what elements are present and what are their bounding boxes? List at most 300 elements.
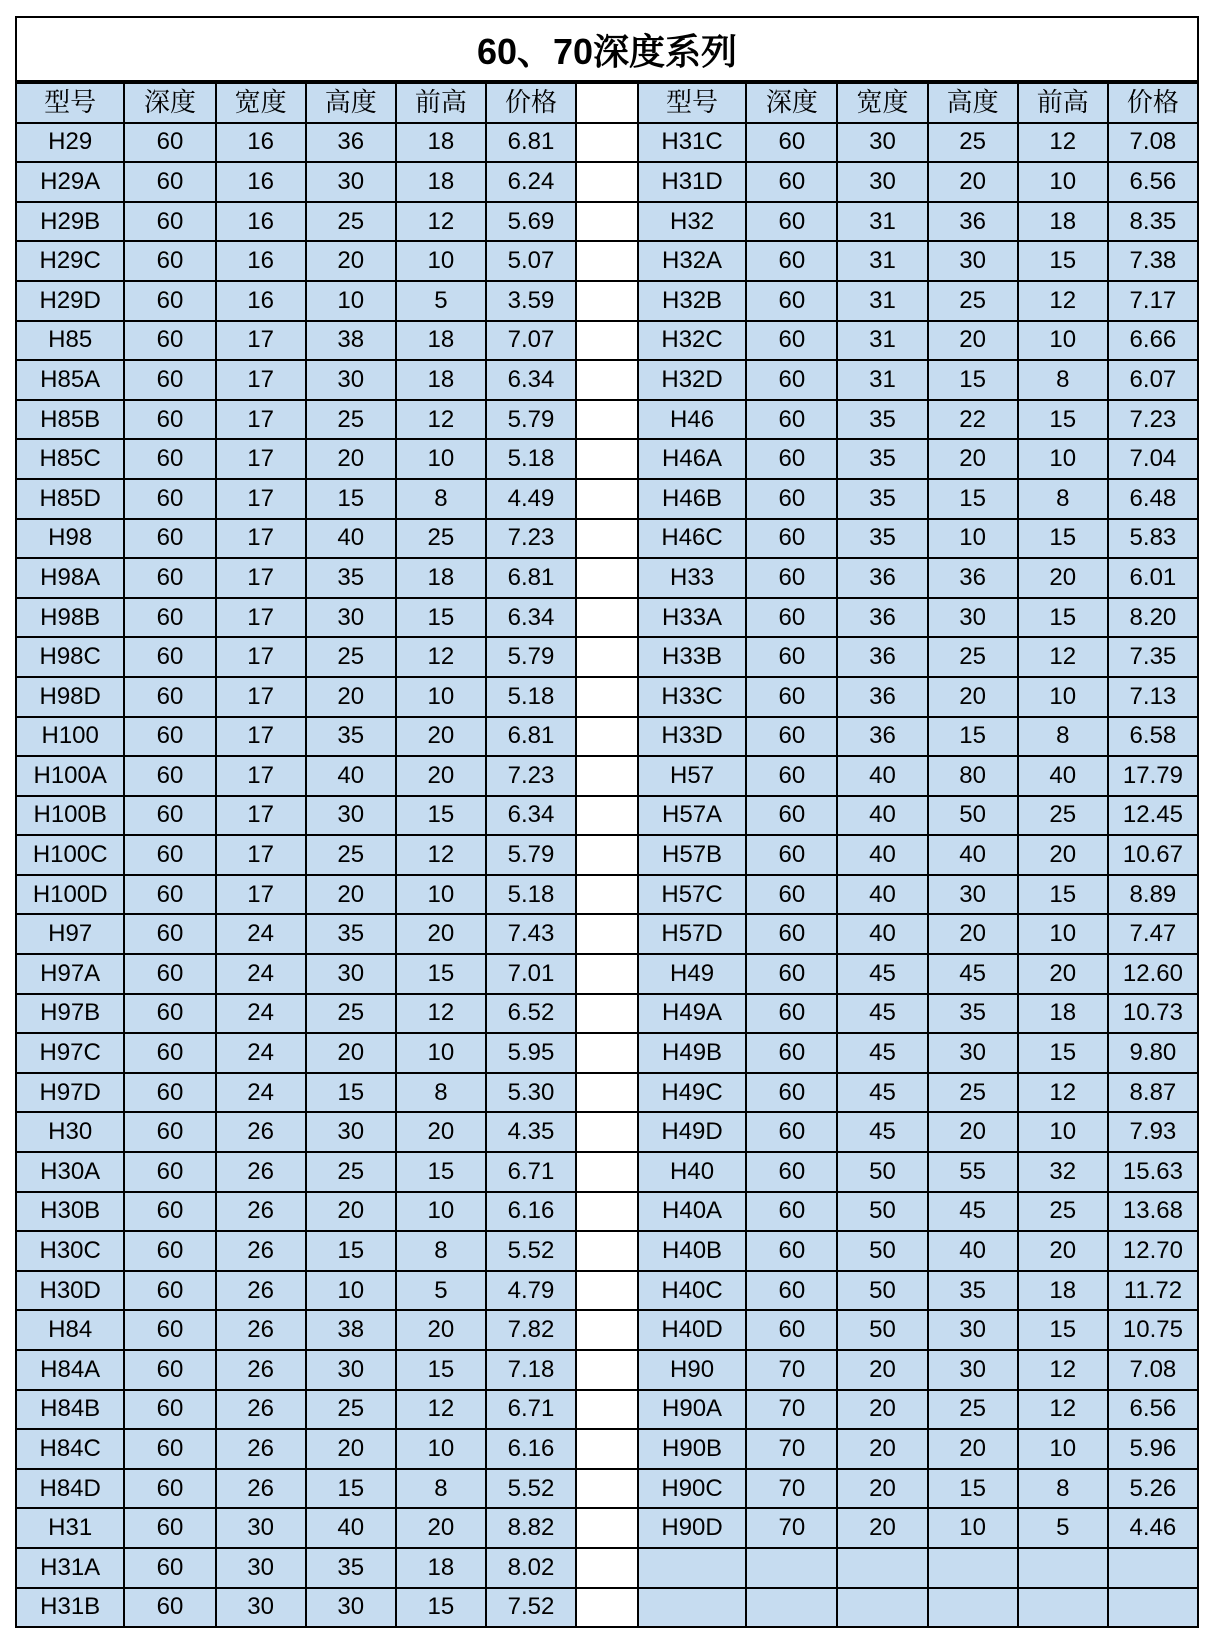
cell-model: H84A [16, 1350, 124, 1390]
cell-depth: 60 [124, 321, 215, 361]
cell-height: 20 [306, 241, 396, 281]
cell-price: 6.71 [486, 1152, 576, 1192]
cell-width: 40 [837, 796, 927, 836]
cell-front-height: 10 [396, 1192, 486, 1232]
cell-price: 7.01 [486, 954, 576, 994]
cell-width: 17 [216, 321, 306, 361]
cell-width: 30 [837, 123, 927, 163]
cell-front-height: 20 [396, 914, 486, 954]
cell-depth: 60 [746, 1271, 837, 1311]
cell-model: H46B [638, 479, 746, 519]
cell-height: 55 [928, 1152, 1018, 1192]
cell-height: 20 [928, 914, 1018, 954]
cell-depth: 60 [746, 162, 837, 202]
cell-depth: 60 [124, 677, 215, 717]
cell-model: H49A [638, 994, 746, 1034]
cell-front-height: 12 [396, 1390, 486, 1430]
cell-front-height: 12 [396, 202, 486, 242]
table-row [16, 360, 1198, 400]
cell-width: 40 [837, 875, 927, 915]
table-row [16, 1429, 1198, 1469]
table-row [16, 1548, 1198, 1588]
table-row [16, 558, 1198, 598]
cell-front-height: 20 [396, 1112, 486, 1152]
cell-model: H40 [638, 1152, 746, 1192]
cell-price: 7.52 [486, 1588, 576, 1628]
cell-front-height: 10 [396, 1033, 486, 1073]
cell-model: H29C [16, 241, 124, 281]
cell-model: H97C [16, 1033, 124, 1073]
cell-price: 7.35 [1108, 637, 1198, 677]
cell-model: H31A [16, 1548, 124, 1588]
cell-width: 50 [837, 1310, 927, 1350]
cell-model: H30D [16, 1271, 124, 1311]
cell-height: 20 [928, 1429, 1018, 1469]
cell-height: 50 [928, 796, 1018, 836]
cell-width: 40 [837, 835, 927, 875]
cell-height: 30 [928, 1033, 1018, 1073]
table-row [16, 162, 1198, 202]
cell-depth: 60 [746, 123, 837, 163]
cell-front-height: 20 [396, 756, 486, 796]
column-gap [576, 360, 638, 400]
cell-width: 35 [837, 400, 927, 440]
cell-front-height: 40 [1018, 756, 1108, 796]
cell-model: H33D [638, 717, 746, 757]
table-row [16, 1033, 1198, 1073]
cell-price: 6.66 [1108, 321, 1198, 361]
cell-depth: 60 [746, 439, 837, 479]
table-row [16, 1271, 1198, 1311]
cell-height: 36 [928, 202, 1018, 242]
cell-front-height: 12 [1018, 123, 1108, 163]
cell-depth: 60 [746, 400, 837, 440]
cell-width: 24 [216, 1033, 306, 1073]
table-row [16, 1469, 1198, 1509]
cell-width: 31 [837, 281, 927, 321]
cell-front-height: 10 [1018, 1112, 1108, 1152]
cell-front-height: 12 [396, 400, 486, 440]
cell-price: 7.18 [486, 1350, 576, 1390]
cell-model: H90A [638, 1390, 746, 1430]
cell-width: 26 [216, 1390, 306, 1430]
cell-price: 5.07 [486, 241, 576, 281]
cell-depth: 60 [124, 1073, 215, 1113]
cell-model: H33B [638, 637, 746, 677]
cell-width: 50 [837, 1231, 927, 1271]
cell-model: H90D [638, 1508, 746, 1548]
cell-model: H100D [16, 875, 124, 915]
cell-model: H97A [16, 954, 124, 994]
empty-cell [1108, 1588, 1198, 1628]
cell-depth: 60 [124, 1112, 215, 1152]
cell-width: 17 [216, 835, 306, 875]
cell-height: 15 [306, 1231, 396, 1271]
cell-model: H98A [16, 558, 124, 598]
table-row [16, 1192, 1198, 1232]
cell-depth: 60 [124, 558, 215, 598]
cell-depth: 60 [124, 1033, 215, 1073]
cell-height: 30 [306, 954, 396, 994]
cell-width: 17 [216, 400, 306, 440]
header-cell-price: 价格 [1108, 83, 1198, 123]
cell-width: 45 [837, 1112, 927, 1152]
cell-price: 7.08 [1108, 1350, 1198, 1390]
cell-front-height: 18 [1018, 1271, 1108, 1311]
cell-price: 8.20 [1108, 598, 1198, 638]
cell-front-height: 25 [1018, 1192, 1108, 1232]
cell-front-height: 18 [396, 123, 486, 163]
cell-depth: 60 [124, 1310, 215, 1350]
empty-cell [1108, 1548, 1198, 1588]
cell-model: H31D [638, 162, 746, 202]
cell-height: 30 [306, 1112, 396, 1152]
cell-front-height: 15 [1018, 1310, 1108, 1350]
cell-price: 6.81 [486, 558, 576, 598]
cell-model: H90B [638, 1429, 746, 1469]
cell-depth: 60 [124, 954, 215, 994]
cell-width: 17 [216, 519, 306, 559]
cell-height: 25 [928, 1390, 1018, 1430]
cell-depth: 60 [746, 994, 837, 1034]
sheet-title: 60、70深度系列 [15, 16, 1199, 82]
cell-model: H33 [638, 558, 746, 598]
cell-width: 50 [837, 1152, 927, 1192]
cell-width: 24 [216, 954, 306, 994]
cell-price: 6.52 [486, 994, 576, 1034]
cell-height: 30 [306, 598, 396, 638]
column-gap [576, 281, 638, 321]
cell-height: 25 [928, 1073, 1018, 1113]
cell-height: 25 [306, 1152, 396, 1192]
cell-price: 6.56 [1108, 162, 1198, 202]
cell-width: 50 [837, 1192, 927, 1232]
cell-front-height: 20 [396, 1310, 486, 1350]
cell-width: 36 [837, 637, 927, 677]
cell-depth: 60 [746, 479, 837, 519]
column-gap [576, 83, 638, 123]
cell-front-height: 12 [1018, 1390, 1108, 1430]
cell-front-height: 15 [396, 1588, 486, 1628]
table-row [16, 994, 1198, 1034]
cell-price: 6.34 [486, 360, 576, 400]
cell-model: H85A [16, 360, 124, 400]
cell-height: 30 [928, 598, 1018, 638]
cell-width: 36 [837, 558, 927, 598]
cell-height: 20 [928, 162, 1018, 202]
cell-model: H31B [16, 1588, 124, 1628]
cell-width: 26 [216, 1152, 306, 1192]
column-gap [576, 796, 638, 836]
cell-front-height: 25 [396, 519, 486, 559]
cell-width: 26 [216, 1112, 306, 1152]
cell-height: 25 [306, 637, 396, 677]
cell-price: 6.81 [486, 123, 576, 163]
cell-width: 17 [216, 875, 306, 915]
column-gap [576, 123, 638, 163]
cell-price: 8.02 [486, 1548, 576, 1588]
header-cell-width: 宽度 [216, 83, 306, 123]
empty-cell [928, 1548, 1018, 1588]
cell-width: 36 [837, 717, 927, 757]
cell-height: 30 [928, 1310, 1018, 1350]
cell-model: H57D [638, 914, 746, 954]
cell-depth: 60 [124, 519, 215, 559]
cell-width: 36 [837, 598, 927, 638]
cell-width: 45 [837, 1033, 927, 1073]
cell-width: 26 [216, 1429, 306, 1469]
cell-height: 25 [306, 835, 396, 875]
table-row [16, 400, 1198, 440]
cell-width: 45 [837, 954, 927, 994]
column-gap [576, 479, 638, 519]
cell-height: 25 [306, 994, 396, 1034]
table-row [16, 1231, 1198, 1271]
cell-width: 31 [837, 321, 927, 361]
price-table [15, 82, 1199, 1628]
column-gap [576, 1073, 638, 1113]
cell-front-height: 12 [396, 637, 486, 677]
cell-height: 35 [306, 717, 396, 757]
cell-depth: 60 [746, 321, 837, 361]
cell-depth: 60 [124, 360, 215, 400]
cell-depth: 60 [746, 1112, 837, 1152]
cell-front-height: 10 [396, 875, 486, 915]
table-row [16, 1152, 1198, 1192]
empty-cell [837, 1548, 927, 1588]
cell-depth: 60 [746, 717, 837, 757]
cell-width: 17 [216, 717, 306, 757]
cell-width: 17 [216, 360, 306, 400]
cell-height: 30 [928, 1350, 1018, 1390]
cell-front-height: 10 [1018, 677, 1108, 717]
cell-price: 5.79 [486, 835, 576, 875]
cell-height: 10 [928, 519, 1018, 559]
header-cell-model: 型号 [638, 83, 746, 123]
cell-height: 15 [306, 479, 396, 519]
cell-price: 6.56 [1108, 1390, 1198, 1430]
cell-width: 35 [837, 479, 927, 519]
column-gap [576, 1271, 638, 1311]
cell-model: H49D [638, 1112, 746, 1152]
cell-width: 20 [837, 1429, 927, 1469]
cell-width: 20 [837, 1508, 927, 1548]
table-row [16, 835, 1198, 875]
cell-front-height: 12 [396, 994, 486, 1034]
cell-height: 30 [306, 796, 396, 836]
cell-front-height: 20 [396, 717, 486, 757]
cell-price: 5.95 [486, 1033, 576, 1073]
cell-model: H46C [638, 519, 746, 559]
cell-price: 10.75 [1108, 1310, 1198, 1350]
cell-height: 40 [306, 1508, 396, 1548]
cell-width: 24 [216, 994, 306, 1034]
cell-height: 40 [928, 835, 1018, 875]
cell-height: 20 [928, 439, 1018, 479]
cell-width: 24 [216, 1073, 306, 1113]
cell-depth: 60 [746, 1073, 837, 1113]
table-row [16, 479, 1198, 519]
table-row [16, 439, 1198, 479]
cell-front-height: 32 [1018, 1152, 1108, 1192]
cell-height: 30 [928, 241, 1018, 281]
cell-price: 3.59 [486, 281, 576, 321]
cell-price: 6.16 [486, 1192, 576, 1232]
cell-height: 15 [928, 717, 1018, 757]
cell-model: H29 [16, 123, 124, 163]
cell-model: H40B [638, 1231, 746, 1271]
cell-depth: 60 [746, 796, 837, 836]
column-gap [576, 1192, 638, 1232]
column-gap [576, 1231, 638, 1271]
empty-cell [837, 1588, 927, 1628]
cell-front-height: 20 [1018, 558, 1108, 598]
cell-price: 5.96 [1108, 1429, 1198, 1469]
cell-depth: 70 [746, 1390, 837, 1430]
table-row [16, 598, 1198, 638]
cell-depth: 60 [124, 1429, 215, 1469]
cell-front-height: 20 [1018, 835, 1108, 875]
column-gap [576, 241, 638, 281]
empty-cell [928, 1588, 1018, 1628]
table-row [16, 637, 1198, 677]
cell-price: 12.60 [1108, 954, 1198, 994]
cell-price: 7.93 [1108, 1112, 1198, 1152]
cell-price: 4.79 [486, 1271, 576, 1311]
cell-depth: 60 [124, 637, 215, 677]
cell-front-height: 15 [396, 796, 486, 836]
cell-depth: 60 [124, 1152, 215, 1192]
column-gap [576, 1588, 638, 1628]
cell-width: 16 [216, 162, 306, 202]
cell-width: 26 [216, 1231, 306, 1271]
cell-height: 20 [306, 1033, 396, 1073]
cell-depth: 60 [746, 1231, 837, 1271]
table-row [16, 1112, 1198, 1152]
column-gap [576, 914, 638, 954]
cell-height: 80 [928, 756, 1018, 796]
table-row [16, 717, 1198, 757]
cell-height: 25 [928, 123, 1018, 163]
cell-front-height: 18 [396, 162, 486, 202]
empty-cell [746, 1548, 837, 1588]
cell-price: 6.01 [1108, 558, 1198, 598]
cell-depth: 60 [746, 360, 837, 400]
cell-model: H32D [638, 360, 746, 400]
column-gap [576, 1469, 638, 1509]
table-row [16, 519, 1198, 559]
cell-front-height: 8 [1018, 479, 1108, 519]
table-row [16, 677, 1198, 717]
cell-height: 20 [928, 1112, 1018, 1152]
cell-width: 26 [216, 1271, 306, 1311]
cell-front-height: 18 [396, 321, 486, 361]
cell-height: 20 [306, 439, 396, 479]
cell-model: H97 [16, 914, 124, 954]
cell-width: 16 [216, 281, 306, 321]
cell-width: 16 [216, 123, 306, 163]
cell-model: H49C [638, 1073, 746, 1113]
table-row [16, 1390, 1198, 1430]
cell-model: H49 [638, 954, 746, 994]
cell-front-height: 18 [396, 1548, 486, 1588]
cell-depth: 60 [124, 162, 215, 202]
column-gap [576, 439, 638, 479]
cell-front-height: 8 [396, 479, 486, 519]
cell-depth: 60 [124, 717, 215, 757]
cell-depth: 70 [746, 1469, 837, 1509]
cell-width: 30 [216, 1548, 306, 1588]
cell-width: 16 [216, 241, 306, 281]
cell-front-height: 15 [396, 598, 486, 638]
cell-depth: 60 [124, 202, 215, 242]
cell-price: 6.34 [486, 796, 576, 836]
cell-model: H100C [16, 835, 124, 875]
cell-model: H33A [638, 598, 746, 638]
cell-model: H29A [16, 162, 124, 202]
cell-price: 6.34 [486, 598, 576, 638]
cell-front-height: 8 [1018, 717, 1108, 757]
cell-depth: 60 [746, 281, 837, 321]
cell-height: 30 [306, 360, 396, 400]
table-row [16, 1310, 1198, 1350]
cell-width: 20 [837, 1390, 927, 1430]
cell-width: 35 [837, 439, 927, 479]
cell-height: 40 [306, 519, 396, 559]
cell-model: H100A [16, 756, 124, 796]
cell-width: 26 [216, 1469, 306, 1509]
cell-depth: 60 [124, 439, 215, 479]
table-body [16, 83, 1198, 1627]
cell-depth: 60 [746, 1033, 837, 1073]
column-gap [576, 400, 638, 440]
cell-price: 17.79 [1108, 756, 1198, 796]
cell-front-height: 10 [1018, 1429, 1108, 1469]
cell-front-height: 20 [1018, 954, 1108, 994]
cell-price: 11.72 [1108, 1271, 1198, 1311]
cell-depth: 60 [124, 1390, 215, 1430]
cell-model: H98C [16, 637, 124, 677]
cell-price: 7.17 [1108, 281, 1198, 321]
cell-model: H90C [638, 1469, 746, 1509]
cell-height: 40 [928, 1231, 1018, 1271]
cell-model: H57A [638, 796, 746, 836]
cell-front-height: 20 [396, 1508, 486, 1548]
cell-height: 20 [306, 875, 396, 915]
empty-cell [638, 1548, 746, 1588]
cell-model: H85B [16, 400, 124, 440]
cell-price: 5.79 [486, 637, 576, 677]
column-gap [576, 637, 638, 677]
header-cell-depth: 深度 [124, 83, 215, 123]
cell-model: H32A [638, 241, 746, 281]
table-row [16, 281, 1198, 321]
cell-depth: 60 [746, 598, 837, 638]
cell-model: H29D [16, 281, 124, 321]
cell-width: 17 [216, 558, 306, 598]
cell-front-height: 5 [396, 281, 486, 321]
cell-price: 8.35 [1108, 202, 1198, 242]
cell-model: H30A [16, 1152, 124, 1192]
cell-front-height: 18 [396, 558, 486, 598]
cell-price: 7.47 [1108, 914, 1198, 954]
cell-front-height: 5 [1018, 1508, 1108, 1548]
cell-depth: 60 [124, 400, 215, 440]
table-row [16, 1588, 1198, 1628]
empty-cell [1018, 1548, 1108, 1588]
cell-price: 13.68 [1108, 1192, 1198, 1232]
cell-price: 8.82 [486, 1508, 576, 1548]
